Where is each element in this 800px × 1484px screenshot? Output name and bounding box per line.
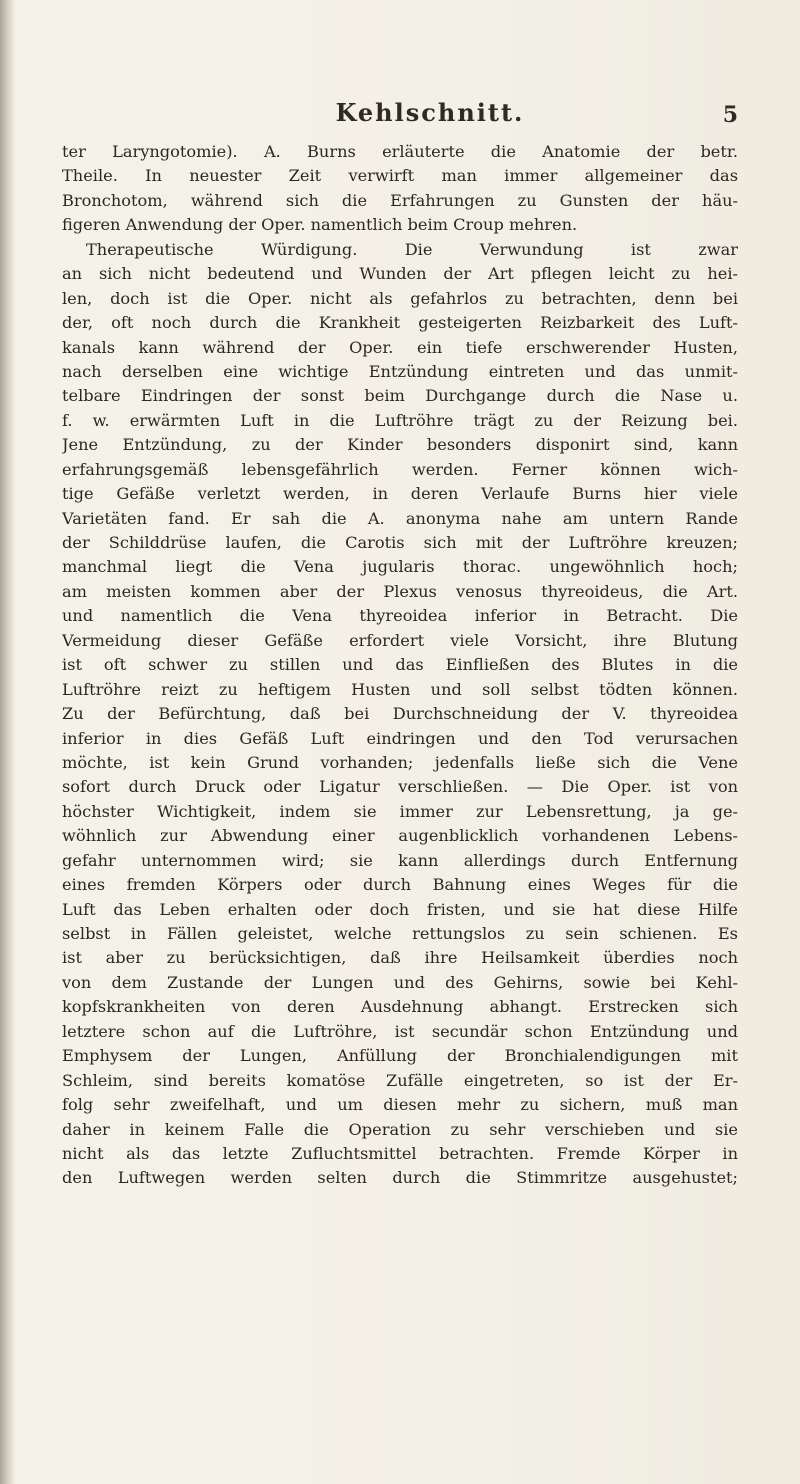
text-line: letztere schon auf die Luftröhre, ist secundär schon Entzündung und bbox=[62, 1021, 738, 1041]
text-line: folg sehr zweifelhaft, und um diesen mehr zu sichern, muß man bbox=[62, 1095, 738, 1115]
text-line: selbst in Fällen geleistet, welche rettungslos zu sein schienen. Es bbox=[62, 924, 738, 943]
running-title: Kehlschnitt. bbox=[335, 98, 525, 127]
text-line: der, oft noch durch die Krankheit gesteigerten Reizbarkeit des Luft- bbox=[62, 313, 738, 333]
text-line: wöhnlich zur Abwendung einer augenblicklich vorhandenen Lebens- bbox=[62, 826, 738, 846]
text-line: Bronchotom, während sich die Erfahrungen zu Gunsten der häu- bbox=[62, 190, 738, 210]
text-line: sofort durch Druck oder Ligatur verschließen. — Die Oper. ist von bbox=[62, 777, 738, 797]
text-line: nach derselben eine wichtige Entzündung eintreten und das unmit- bbox=[62, 361, 738, 381]
text-line: möchte, ist kein Grund vorhanden; jedenfalls ließe sich die Vene bbox=[62, 752, 738, 772]
text-line: daher in keinem Falle die Operation zu sehr verschieben und sie bbox=[62, 1119, 738, 1139]
running-head bbox=[60, 98, 800, 138]
text-line: am meisten kommen aber der Plexus venosus thyreoideus, die Art. bbox=[62, 581, 738, 601]
text-line: figeren Anwendung der Oper. namentlich beim Croup mehren. bbox=[62, 215, 578, 235]
body-text bbox=[62, 140, 738, 1191]
text-line: tige Gefäße verletzt werden, in deren Verlaufe Burns hier viele bbox=[62, 484, 738, 504]
text-line: der Schilddrüse laufen, die Carotis sich mit der Luftröhre kreuzen; bbox=[62, 533, 738, 552]
text-line: nicht als das letzte Zufluchtsmittel betrachten. Fremde Körper in bbox=[62, 1143, 738, 1163]
text-line: inferior in dies Gefäß Luft eindringen und den Tod verursachen bbox=[62, 728, 738, 748]
text-line: kanals kann während der Oper. ein tiefe erschwerender Husten, bbox=[62, 337, 738, 357]
text-line: Vermeidung dieser Gefäße erfordert viele Vorsicht, ihre Blutung bbox=[62, 630, 738, 650]
text-line: erfahrungsgemäß lebensgefährlich werden. Ferner können wich- bbox=[62, 459, 738, 479]
text-line: höchster Wichtigkeit, indem sie immer zur Lebensrettung, ja ge- bbox=[62, 801, 738, 821]
text-line: Luft das Leben erhalten oder doch fristen, und sie hat diese Hilfe bbox=[62, 899, 738, 919]
text-line: Therapeutische Würdigung. Die Verwundung ist zwar bbox=[86, 239, 738, 259]
text-line: telbare Eindringen der sonst beim Durchgange durch die Nase u. bbox=[62, 386, 738, 406]
text-line: eines fremden Körpers oder durch Bahnung eines Weges für die bbox=[62, 875, 738, 895]
text-line: len, doch ist die Oper. nicht als gefahrlos zu betrachten, denn bei bbox=[62, 288, 738, 308]
text-line: Jene Entzündung, zu der Kinder besonders disponirt sind, kann bbox=[62, 435, 738, 455]
text-line: manchmal liegt die Vena jugularis thorac. ungewöhnlich hoch; bbox=[62, 557, 738, 577]
binding-shadow bbox=[0, 0, 16, 1484]
text-line: von dem Zustande der Lungen und des Gehirns, sowie bei Kehl- bbox=[62, 972, 738, 992]
text-line: Luftröhre reizt zu heftigem Husten und soll selbst tödten können. bbox=[62, 679, 738, 699]
text-line: ist aber zu berücksichtigen, daß ihre Heilsamkeit überdies noch bbox=[62, 948, 738, 968]
text-line: kopfskrankheiten von deren Ausdehnung abhangt. Erstrecken sich bbox=[62, 997, 738, 1017]
text-line: f. w. erwärmten Luft in die Luftröhre trägt zu der Reizung bei. bbox=[62, 410, 738, 430]
text-line: Theile. In neuester Zeit verwirft man immer allgemeiner das bbox=[62, 166, 738, 186]
text-line: den Luftwegen werden selten durch die Stimmritze ausgehustet; bbox=[62, 1168, 738, 1188]
text-line: an sich nicht bedeutend und Wunden der Art pflegen leicht zu hei- bbox=[62, 264, 738, 284]
text-line: ter Laryngotomie). A. Burns erläuterte die Anatomie der betr. bbox=[62, 142, 738, 161]
page-number: 5 bbox=[722, 102, 738, 128]
text-line: Schleim, sind bereits komatöse Zufälle eingetreten, so ist der Er- bbox=[62, 1070, 738, 1090]
text-line: gefahr unternommen wird; sie kann allerdings durch Entfernung bbox=[62, 850, 738, 870]
text-line: Varietäten fand. Er sah die A. anonyma nahe am untern Rande bbox=[62, 508, 738, 528]
text-line: und namentlich die Vena thyreoidea inferior in Betracht. Die bbox=[62, 606, 738, 626]
text-line: Emphysem der Lungen, Anfüllung der Bronchialendigungen mit bbox=[62, 1046, 738, 1066]
text-line: Zu der Befürchtung, daß bei Durchschneidung der V. thyreoidea bbox=[62, 704, 738, 724]
text-line: ist oft schwer zu stillen und das Einfließen des Blutes in die bbox=[62, 655, 738, 675]
